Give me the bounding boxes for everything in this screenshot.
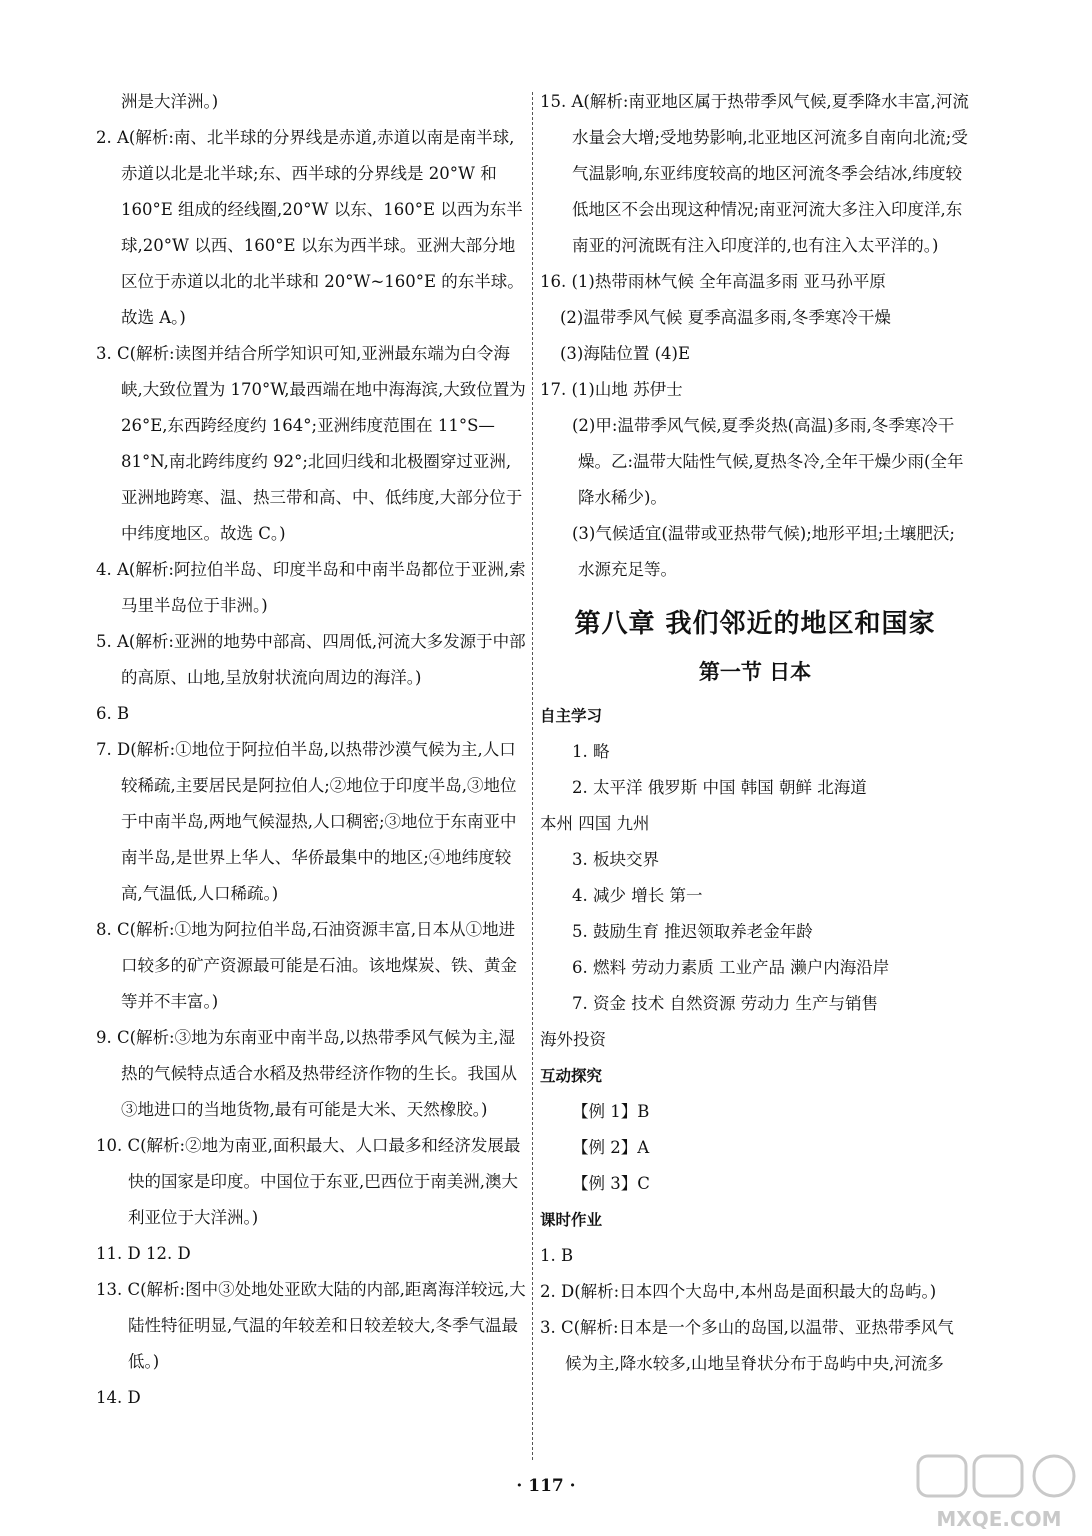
left-answer-paragraph: 11. D 12. D (96, 1244, 191, 1263)
section-label: 课时作业 (540, 1211, 603, 1229)
svg-text:MXQE.COM: MXQE.COM (936, 1507, 1062, 1531)
left-answer-paragraph: 7. D(解析:①地位于阿拉伯半岛,以热带沙漠气候为主,人口较稀疏,主要居民是阿拉伯人;②地位于印度半岛,③地位于中南半岛,两地气候湿热,人口稠密;③地位于东南亚中南半岛,是世界上华人、华侨最集中的地区;④地纬度较高,气温低,人口稀疏。) (96, 740, 517, 903)
right-answer-paragraph: 2. 太平洋 俄罗斯 中国 韩国 朝鲜 北海道 (572, 778, 867, 797)
right-answer-paragraph: 2. D(解析:日本四个大岛中,本州岛是面积最大的岛屿。) (540, 1282, 937, 1301)
right-answer-paragraph: (3)海陆位置 (4)E (560, 344, 691, 363)
left-answer-paragraph: 9. C(解析:③地为东南亚中南半岛,以热带季风气候为主,湿热的气候特点适合水稻及热带经济作物的生长。我国从③地进口的当地货物,最有可能是大米、天然橡胶。) (96, 1028, 517, 1119)
watermark-logo (914, 1452, 1084, 1532)
right-answer-paragraph: 4. 减少 增长 第一 (572, 886, 703, 905)
page-number: · 117 · (516, 1476, 576, 1496)
right-answer-paragraph: (2)温带季风气候 夏季高温多雨,冬季寒冷干燥 (560, 308, 891, 327)
left-answer-paragraph: 10. C(解析:②地为南亚,面积最大、人口最多和经济发展最快的国家是印度。中国位于东亚,巴西位于南美洲,澳大利亚位于大洋洲。) (96, 1136, 521, 1227)
left-column (96, 84, 526, 1416)
right-answer-paragraph: 【例 3】C (572, 1174, 650, 1193)
section-label: 互动探究 (540, 1067, 603, 1085)
chapter-title: 第八章 我们邻近的地区和国家 (574, 609, 936, 639)
right-answer-paragraph: 海外投资 (540, 1030, 606, 1049)
section-label: 自主学习 (540, 707, 603, 725)
left-answer-paragraph: 洲是大洋洲。) (121, 92, 219, 111)
left-answer-paragraph: 4. A(解析:阿拉伯半岛、印度半岛和中南半岛都位于亚洲,索马里半岛位于非洲。) (96, 560, 526, 615)
right-answer-paragraph: (2)甲:温带季风气候,夏季炎热(高温)多雨,冬季寒冷干燥。乙:温带大陆性气候,夏热冬冷,全年干燥少雨(全年降水稀少)。 (572, 416, 964, 507)
column-divider (532, 92, 533, 1460)
right-answer-paragraph: 3. 板块交界 (572, 850, 659, 869)
right-answer-paragraph: 6. 燃料 劳动力素质 工业产品 濑户内海沿岸 (572, 958, 890, 977)
left-answer-paragraph: 5. A(解析:亚洲的地势中部高、四周低,河流大多发源于中部的高原、山地,呈放射状流向周边的海洋。) (96, 632, 526, 687)
right-answer-paragraph: 15. A(解析:南亚地区属于热带季风气候,夏季降水丰富,河流水量会大增;受地势影响,北亚地区河流多自南向北流;受气温影响,东亚纬度较高的地区河流冬季会结冰,纬度较低地区不会出现这种情况;南亚河流大多注入印度洋,东南亚的河流既有注入印度洋的,也有注入太平洋的。) (540, 92, 969, 255)
right-answer-paragraph: 【例 2】A (572, 1138, 650, 1157)
right-answer-paragraph: 1. B (540, 1246, 574, 1265)
right-answer-paragraph: 【例 1】B (572, 1102, 650, 1121)
right-answer-paragraph: 1. 略 (572, 742, 610, 761)
left-answer-paragraph: 8. C(解析:①地为阿拉伯半岛,石油资源丰富,日本从①地进口较多的矿产资源最可能是石油。该地煤炭、铁、黄金等并不丰富。) (96, 920, 517, 1011)
left-answer-paragraph: 6. B (96, 704, 130, 723)
right-answer-paragraph: 5. 鼓励生育 推迟领取养老金年龄 (572, 922, 813, 941)
right-answer-paragraph: 17. (1)山地 苏伊士 (540, 380, 683, 399)
left-answer-paragraph: 2. A(解析:南、北半球的分界线是赤道,赤道以南是南半球,赤道以北是北半球;东、西半球的分界线是 20°W 和 160°E 组成的经线圈,20°W 以东、160°E 以西为东半球,20°W 以西、160°E 以东为西半球。亚洲大部分地区位于赤道以北的北半球和 20°W~160°E 的东半球。故选 A。) (96, 128, 524, 327)
right-answer-paragraph: (3)气候适宜(温带或亚热带气候);地形平坦;土壤肥沃;水源充足等。 (572, 524, 955, 579)
right-answer-paragraph: 本州 四国 九州 (540, 814, 650, 833)
right-column (540, 84, 970, 1382)
right-answer-paragraph: 3. C(解析:日本是一个多山的岛国,以温带、亚热带季风气候为主,降水较多,山地呈脊状分布于岛屿中央,河流多 (540, 1318, 954, 1373)
right-answer-paragraph: 7. 资金 技术 自然资源 劳动力 生产与销售 (572, 994, 878, 1013)
right-answer-paragraph: 16. (1)热带雨林气候 全年高温多雨 亚马孙平原 (540, 272, 886, 291)
left-answer-paragraph: 13. C(解析:图中③处地处亚欧大陆的内部,距离海洋较远,大陆性特征明显,气温的年较差和日较差较大,冬季气温最低。) (96, 1280, 526, 1371)
left-answer-paragraph: 14. D (96, 1388, 141, 1407)
section-title: 第一节 日本 (698, 660, 812, 684)
left-answer-paragraph: 3. C(解析:读图并结合所学知识可知,亚洲最东端为白令海峡,大致位置为 170°W,最西端在地中海海滨,大致位置为 26°E,东西跨经度约 164°;亚洲纬度范围在 11°S—81°N,南北跨纬度约 92°;北回归线和北极圈穿过亚洲,亚洲地跨寒、温、热三带和高、中、低纬度,大部分位于中纬度地区。故选 C。) (96, 344, 526, 543)
